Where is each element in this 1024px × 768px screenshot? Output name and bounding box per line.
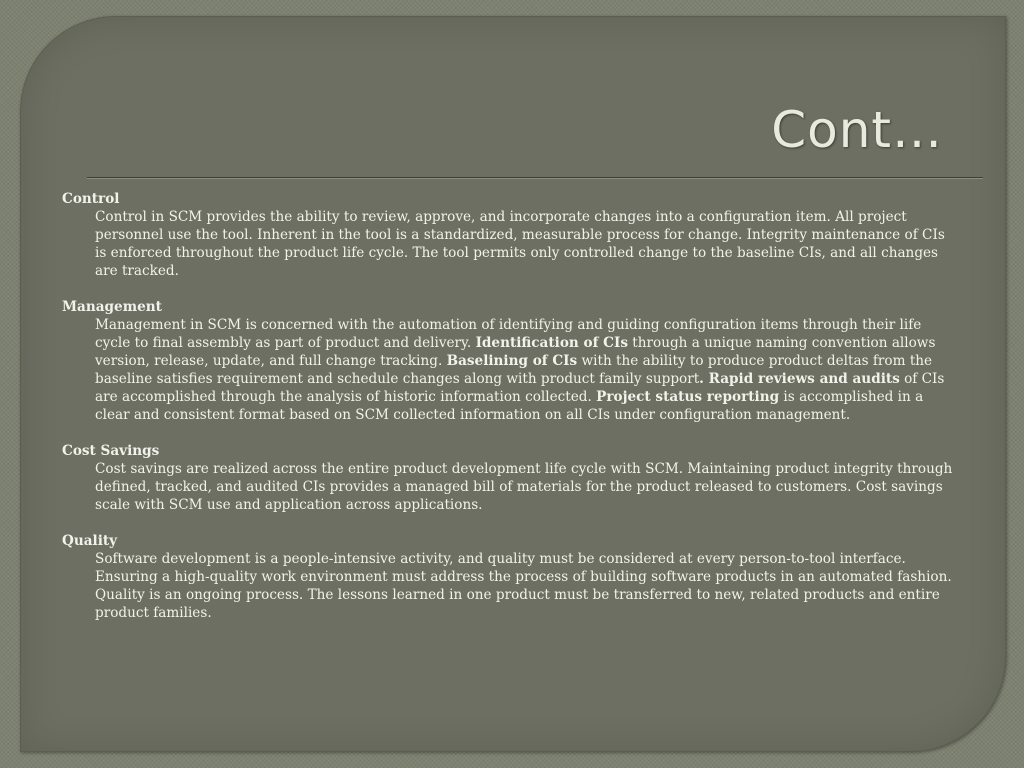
management-bold-identification: Identification of CIs — [475, 335, 628, 351]
management-text-4: of CIs are accomplished through the analysis of historic information collected. — [95, 371, 945, 405]
section-control — [62, 190, 958, 280]
section-management — [62, 298, 958, 424]
section-body-management — [95, 316, 958, 424]
management-bold-reviews: . Rapid reviews and audits — [699, 371, 900, 387]
section-body-control: Control in SCM provides the ability to review, approve, and incorporate changes into a configuration item. All project personnel use the tool. Inherent in the tool is a standardized, measurable process for change. Integrity maintenance of CIs is enforced throughout the product life cycle. The tool permits only controlled change to the baseline CIs, and all changes are tracked. — [95, 209, 945, 279]
section-body-cost-savings: Cost savings are realized across the entire product development life cycle with SCM. Maintaining product integrity through defined, tracked, and audited CIs provides a managed bill of materials for the product released to customers. Cost savings scale with SCM use and application across applications. — [95, 461, 953, 513]
section-quality — [62, 532, 958, 622]
section-heading-cost-savings: Cost Savings — [62, 443, 160, 459]
management-text-2: through a unique naming convention allows version, release, update, and full change tracking. — [95, 335, 936, 369]
management-bold-status-reporting: Project status reporting — [596, 389, 780, 405]
section-heading-management: Management — [62, 299, 162, 315]
management-text-1: Management in SCM is concerned with the automation of identifying and guiding configuration items through their life cycle to final assembly as part of product and delivery. — [95, 317, 922, 351]
section-cost-savings — [62, 442, 958, 514]
management-text-5: is accomplished in a clear and consistent format based on SCM collected information on all CIs under configuration management. — [95, 389, 924, 423]
section-body-quality: Software development is a people-intensive activity, and quality must be considered at every person-to-tool interface. Ensuring a high-quality work environment must address the process of building software products in an automated fashion. Quality is an ongoing process. The lessons learned in one product must be transferred to new, related products and entire product families. — [95, 551, 952, 621]
section-heading-quality: Quality — [62, 533, 118, 549]
management-text-3: with the ability to produce product deltas from the baseline satisfies requirement and schedule changes along with product family support — [95, 353, 933, 387]
slide-content — [62, 190, 958, 640]
management-bold-baselining: Baselining of CIs — [446, 353, 578, 369]
title-divider — [87, 177, 983, 179]
slide-title: Cont… — [771, 101, 943, 159]
section-heading-control: Control — [62, 191, 120, 207]
